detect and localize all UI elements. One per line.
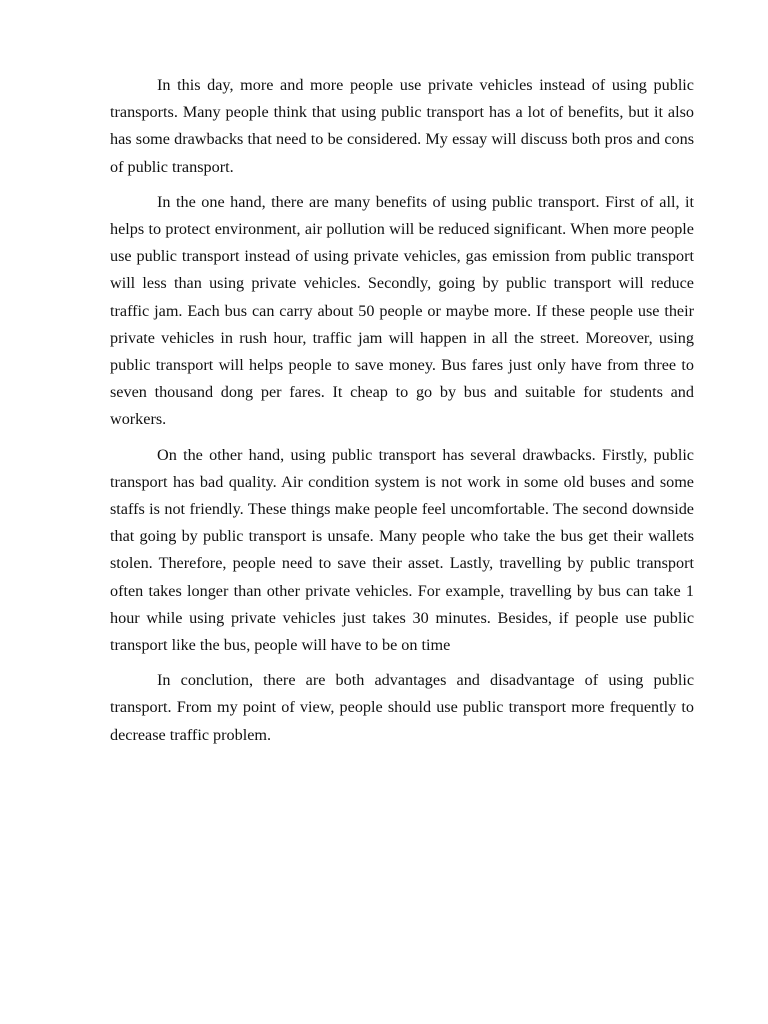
paragraph-benefits: In the one hand, there are many benefits of using public transport. First of all, it helps to protect environment, air pollution will be reduced significant. When more people use public transport instead of using private vehicles, gas emission from public transport will less than using private vehicles. Secondly, going by public transport will reduce traffic jam. Each bus can carry about 50 people or maybe more. If these people use their private vehicles in rush hour, traffic jam will happen in all the street. Moreover, using public transport will helps people to save money. Bus fares just only have from three to seven thousand dong per fares. It cheap to go by bus and suitable for students and workers. (110, 192, 694, 429)
paragraph-introduction: In this day, more and more people use private vehicles instead of using public transports. Many people think that using public transport has a lot of benefits, but it also has some drawbacks that need to be considered. My essay will discuss both pros and cons of public transport. (110, 76, 694, 176)
essay-body (110, 72, 694, 757)
paragraph-drawbacks: On the other hand, using public transport has several drawbacks. Firstly, public transport has bad quality. Air condition system is not work in some old buses and some staffs is not friendly. These things make people feel uncomfortable. The second downside that going by public transport is unsafe. Many people who take the bus get their wallets stolen. Therefore, people need to save their asset. Lastly, travelling by public transport often takes longer than other private vehicles. For example, travelling by bus can take 1 hour while using private vehicles just takes 30 minutes. Besides, if people use public transport like the bus, people will have to be on time (110, 445, 694, 655)
paragraph-conclusion: In conclution, there are both advantages and disadvantage of using public transport. From my point of view, people should use public transport more frequently to decrease traffic problem. (110, 671, 694, 744)
